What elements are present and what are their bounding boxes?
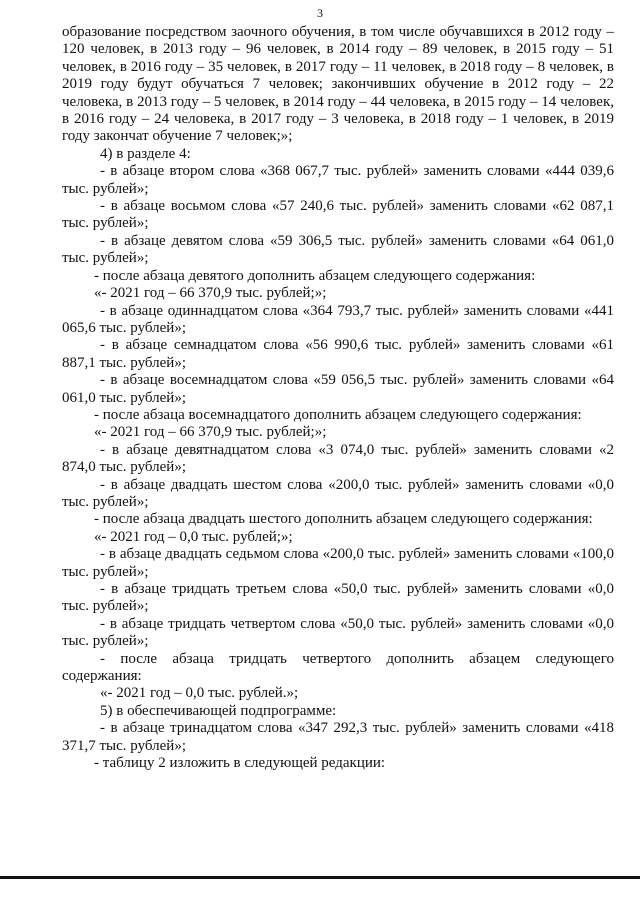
- amendment-item: - в абзаце семнадцатом слова «56 990,6 тыс. рублей» заменить словами «61 887,1 тыс. рублей»;: [62, 337, 614, 371]
- inserted-paragraph: «- 2021 год – 0,0 тыс. рублей.»;: [100, 685, 299, 702]
- paragraph-continuation: образование посредством заочного обучения, в том числе обучавшихся в 2012 году – 120 человек, в 2013 году – 96 человек, в 2014 году – 89 человек, в 2015 году – 51 человек, в 2016 году – 35 человек, в 2017 году – 11 человек, в 2018 году – 8 человек, в 2019 году будут обучаться 7 человек; закончивших обучение в 2012 году – 22 человека, в 2013 году – 5 человек, в 2014 году – 44 человека, в 2015 году – 14 человек, в 2016 году – 24 человека, в 2017 году – 3 человека, в 2018 году – 1 человек, в 2019 году закончат обучение 7 человек;»;: [62, 24, 614, 145]
- amendment-item: - в абзаце втором слова «368 067,7 тыс. рублей» заменить словами «444 039,6 тыс. рублей»;: [62, 163, 614, 197]
- amendment-item: - таблицу 2 изложить в следующей редакции:: [94, 755, 386, 772]
- amendment-item: - после абзаца двадцать шестого дополнить абзацем следующего содержания:: [94, 511, 593, 528]
- amendment-item: - в абзаце восемнадцатом слова «59 056,5 тыс. рублей» заменить словами «64 061,0 тыс. рублей»;: [62, 372, 614, 406]
- amendment-item: - в абзаце двадцать седьмом слова «200,0 тыс. рублей» заменить словами «100,0 тыс. рублей»;: [62, 546, 614, 580]
- document-body: [62, 24, 614, 772]
- subprogram-heading: 5) в обеспечивающей подпрограмме:: [100, 702, 337, 719]
- inserted-paragraph: «- 2021 год – 0,0 тыс. рублей;»;: [94, 528, 293, 545]
- bottom-rule: [0, 876, 640, 879]
- inserted-paragraph: «- 2021 год – 66 370,9 тыс. рублей;»;: [94, 285, 327, 302]
- section-4-heading: 4) в разделе 4:: [100, 145, 191, 162]
- amendment-item: - после абзаца восемнадцатого дополнить абзацем следующего содержания:: [94, 406, 582, 423]
- amendment-item: - в абзаце одиннадцатом слова «364 793,7 тыс. рублей» заменить словами «441 065,6 тыс. рублей»;: [62, 302, 614, 336]
- page-number: 3: [317, 6, 323, 20]
- inserted-paragraph: «- 2021 год – 66 370,9 тыс. рублей;»;: [94, 424, 327, 441]
- amendment-item: - в абзаце тридцать четвертом слова «50,0 тыс. рублей» заменить словами «0,0 тыс. рублей»;: [62, 615, 614, 650]
- amendment-item: - в абзаце тридцать третьем слова «50,0 тыс. рублей» заменить словами «0,0 тыс. рублей»;: [62, 581, 614, 615]
- amendment-item: - в абзаце девятом слова «59 306,5 тыс. рублей» заменить словами «64 061,0 тыс. рублей»;: [62, 232, 614, 267]
- amendment-item: - в абзаце девятнадцатом слова «3 074,0 тыс. рублей» заменить словами «2 874,0 тыс. рублей»;: [62, 441, 614, 476]
- amendment-item: - после абзаца девятого дополнить абзацем следующего содержания:: [94, 267, 536, 284]
- amendment-item: - в абзаце восьмом слова «57 240,6 тыс. рублей» заменить словами «62 087,1 тыс. рублей»;: [62, 198, 614, 232]
- amendment-item: - после абзаца тридцать четвертого дополнить абзацем следующего содержания:: [62, 650, 614, 685]
- amendment-item: - в абзаце тринадцатом слова «347 292,3 тыс. рублей» заменить словами «418 371,7 тыс. рублей»;: [62, 720, 614, 754]
- amendment-item: - в абзаце двадцать шестом слова «200,0 тыс. рублей» заменить словами «0,0 тыс. рублей»;: [62, 476, 614, 510]
